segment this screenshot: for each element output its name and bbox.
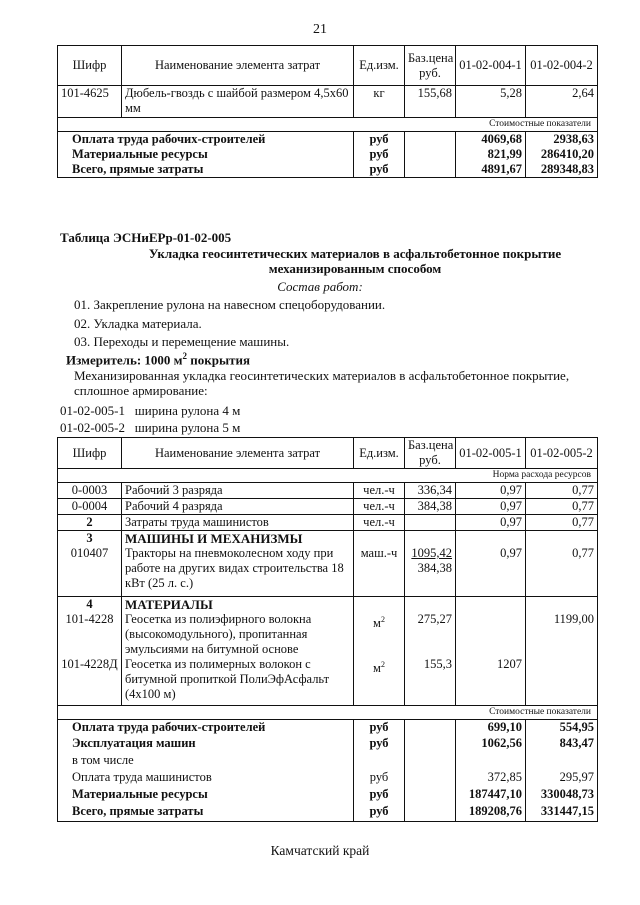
total-row [58, 753, 598, 770]
row-v1: 5,28 [456, 86, 526, 118]
row-name [122, 531, 354, 597]
row-price [405, 515, 456, 531]
total-v1: 4069,68 [456, 132, 526, 148]
resource-table [57, 437, 598, 822]
total-label: в том числе [58, 753, 354, 770]
step-item: 03. Переходы и перемещение машины. [74, 334, 290, 349]
total-unit: руб [354, 162, 405, 178]
row-v1 [456, 597, 526, 658]
row-v2 [526, 531, 598, 597]
total-label: Всего, прямые затраты [58, 804, 354, 821]
total-v2: 331447,15 [526, 804, 598, 821]
item-name: Тракторы на пневмоколесном ходу при работе на других видах строительства 18 кВт (25 л. с.) [125, 546, 344, 590]
row-name: Рабочий 3 разряда [122, 483, 354, 499]
total-v2: 286410,20 [526, 147, 598, 162]
row-name: Рабочий 4 разряда [122, 499, 354, 515]
header-col1: 01-02-004-1 [456, 46, 526, 86]
total-row [58, 719, 598, 736]
item-name: Геосетка из полиэфирного волокна (высокомодульного), пропитанная эмульсиями на битумной основе [125, 612, 312, 656]
total-v2: 2938,63 [526, 132, 598, 148]
item-v2: 1199,00 [553, 612, 594, 626]
row-price [405, 597, 456, 658]
cost-indicators-label: Стоимостные показатели [58, 705, 598, 719]
total-v1: 699,10 [456, 719, 526, 736]
row-code: 101-4625 [58, 86, 122, 118]
row-code [58, 531, 122, 597]
total-label: Оплата труда машинистов [58, 770, 354, 787]
norm-label: Норма расхода ресурсов [58, 469, 598, 483]
table-id: Таблица ЭСНиЕРр-01-02-005 [60, 230, 232, 245]
row-code [58, 597, 122, 658]
table-row [58, 657, 598, 705]
total-row [58, 162, 598, 178]
header-name: Наименование элемента затрат [122, 438, 354, 469]
total-row [58, 147, 598, 162]
total-row [58, 804, 598, 821]
section-title: Укладка геосинтетических материалов в асфальтобетонное покрытие механизированным способом [148, 246, 562, 276]
total-unit: руб [354, 770, 405, 787]
row-name: Геосетка из полимерных волокон с битумной пропиткой ПолиЭфАсфальт (4х100 м) [122, 657, 354, 705]
header-unit: Ед.изм. [354, 46, 405, 86]
header-col2: 01-02-005-2 [526, 438, 598, 469]
total-v1 [456, 753, 526, 770]
total-v2: 843,47 [526, 736, 598, 753]
row-price: 155,68 [405, 86, 456, 118]
total-unit [354, 753, 405, 770]
total-v2: 295,97 [526, 770, 598, 787]
total-v1: 4891,67 [456, 162, 526, 178]
total-row [58, 787, 598, 804]
table-row [58, 515, 598, 531]
row-unit [354, 531, 405, 597]
row-v1: 0,97 [456, 515, 526, 531]
total-v1: 1062,56 [456, 736, 526, 753]
page-number: 21 [313, 22, 327, 37]
row-unit: чел.-ч [354, 483, 405, 499]
total-label: Всего, прямые затраты [58, 162, 354, 178]
total-v2: 330048,73 [526, 787, 598, 804]
total-unit: руб [354, 719, 405, 736]
total-unit: руб [354, 787, 405, 804]
row-v2: 0,77 [526, 515, 598, 531]
row-name [122, 597, 354, 658]
row-name: Дюбель-гвоздь с шайбой размером 4,5х60 мм [122, 86, 354, 118]
row-price: 155,3 [405, 657, 456, 705]
item-price: 275,27 [417, 612, 452, 626]
total-v1: 189208,76 [456, 804, 526, 821]
row-price: 336,34 [405, 483, 456, 499]
total-row [58, 770, 598, 787]
row-code: 0-0003 [58, 483, 122, 499]
total-row [58, 736, 598, 753]
header-price: Баз.цена руб. [405, 438, 456, 469]
total-v1: 821,99 [456, 147, 526, 162]
item-v2: 0,77 [572, 546, 594, 560]
row-code: 0-0004 [58, 499, 122, 515]
item-unit: $м^2$ [373, 615, 385, 631]
total-v2: 289348,83 [526, 162, 598, 178]
total-v2 [526, 753, 598, 770]
total-label: Оплата труда рабочих-строителей [58, 719, 354, 736]
row-price: 384,38 [405, 499, 456, 515]
row-unit: $м^2$ [354, 657, 405, 705]
header-code: Шифр [58, 46, 122, 86]
group-number: 4 [86, 597, 93, 611]
row-name: Затраты труда машинистов [122, 515, 354, 531]
table-row [58, 597, 598, 658]
item-code: 010407 [70, 546, 109, 560]
footer-region: Камчатский край [270, 843, 370, 858]
header-col2: 01-02-004-2 [526, 46, 598, 86]
row-price [405, 531, 456, 597]
item-price: 1095,42 [411, 546, 452, 560]
header-name: Наименование элемента затрат [122, 46, 354, 86]
total-v2: 554,95 [526, 719, 598, 736]
item-v1: 0,97 [500, 546, 522, 560]
table-row [58, 531, 598, 597]
variant-item: 01-02-005-2 ширина рулона 5 м [60, 420, 241, 435]
row-v1: 0,97 [456, 499, 526, 515]
item-code: 101-4228 [65, 612, 114, 626]
total-v1: 372,85 [456, 770, 526, 787]
row-v2 [526, 597, 598, 658]
row-v2: 2,64 [526, 86, 598, 118]
total-unit: руб [354, 132, 405, 148]
row-v2: 0,77 [526, 483, 598, 499]
item-price-alt: 384,38 [417, 561, 452, 575]
table-continuation [57, 45, 598, 178]
total-row [58, 132, 598, 148]
total-v1: 187447,10 [456, 787, 526, 804]
group-title: МАТЕРИАЛЫ [125, 597, 213, 612]
header-unit: Ед.изм. [354, 438, 405, 469]
total-label: Эксплуатация машин [58, 736, 354, 753]
total-unit: руб [354, 147, 405, 162]
row-v2 [526, 657, 598, 705]
table-row [58, 86, 598, 118]
row-v1: 1207 [456, 657, 526, 705]
header-code: Шифр [58, 438, 122, 469]
table-row [58, 483, 598, 499]
total-label: Оплата труда рабочих-строителей [58, 132, 354, 148]
row-v2: 0,77 [526, 499, 598, 515]
table-row [58, 499, 598, 515]
row-v1 [456, 531, 526, 597]
total-label: Материальные ресурсы [58, 787, 354, 804]
row-unit [354, 597, 405, 658]
cost-indicators-label: Стоимостные показатели [58, 118, 598, 132]
step-item: 01. Закрепление рулона на навесном спецоборудовании. [74, 297, 386, 312]
header-price: Баз.цена руб. [405, 46, 456, 86]
meter-label: Измеритель: 1000 $м^2$ покрытия [66, 351, 251, 368]
row-unit: чел.-ч [354, 515, 405, 531]
group-number: 3 [86, 531, 93, 545]
total-unit: руб [354, 804, 405, 821]
total-unit: руб [354, 736, 405, 753]
row-unit: чел.-ч [354, 499, 405, 515]
row-v1: 0,97 [456, 483, 526, 499]
composition-label: Состав работ: [277, 279, 363, 294]
row-code: 101-4228Д [58, 657, 122, 705]
variant-item: 01-02-005-1 ширина рулона 4 м [60, 403, 241, 418]
step-item: 02. Укладка материала. [74, 316, 202, 331]
row-unit: кг [354, 86, 405, 118]
header-col1: 01-02-005-1 [456, 438, 526, 469]
total-label: Материальные ресурсы [58, 147, 354, 162]
description: Механизированная укладка геосинтетических материалов в асфальтобетонное покрытие, сплошное армирование: [74, 368, 570, 398]
group-title: МАШИНЫ И МЕХАНИЗМЫ [125, 531, 303, 546]
row-code: 2 [58, 515, 122, 531]
item-unit: маш.-ч [360, 546, 398, 560]
